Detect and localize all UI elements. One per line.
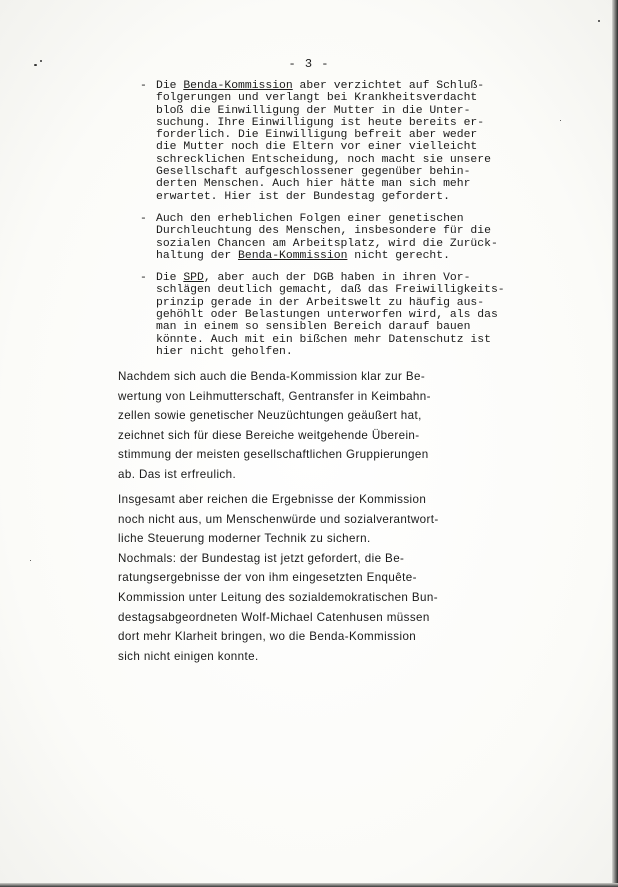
- text-line: [156, 284, 510, 296]
- bullet-text: [156, 272, 510, 358]
- text-segment: , aber auch der DGB haben in ihren Vor-: [203, 272, 471, 285]
- text-line: [156, 213, 510, 225]
- text-line: [156, 105, 510, 117]
- text-segment: die Mutter noch die Eltern vor einer vielleicht: [156, 141, 478, 154]
- text-segment: prinzip gerade in der Arbeitswelt zu häufig aus-: [156, 296, 485, 309]
- text-line: sich nicht einigen konnte.: [118, 649, 259, 663]
- text-line: [156, 334, 510, 346]
- text-segment: derten Menschen. Auch hier hätte man sich mehr: [156, 178, 471, 191]
- text-line: Kommission unter Leitung des sozialdemokratischen Bun-: [118, 590, 438, 604]
- paragraph-conclusion: [118, 490, 518, 666]
- text-line: [156, 178, 510, 190]
- text-segment: könnte. Auch mit ein bißchen mehr Datenschutz ist: [156, 333, 491, 346]
- text-line: noch nicht aus, um Menschenwürde und sozialverantwort-: [118, 512, 439, 526]
- text-line: stimmung der meisten gesellschaftlichen Gruppierungen: [118, 448, 429, 462]
- text-line: [156, 154, 510, 166]
- text-line: [156, 92, 510, 104]
- bullet-dash: -: [140, 272, 147, 285]
- text-segment: haltung der: [156, 249, 239, 262]
- text-segment: schrecklichen Entscheidung, noch macht sie unsere: [156, 153, 491, 166]
- text-segment: Die: [156, 272, 184, 285]
- text-segment: Durchleuchtung des Menschen, insbesondere für die: [156, 225, 491, 238]
- page-number: - 3 -: [288, 57, 330, 71]
- underlined-term: Benda-Kommission: [183, 80, 293, 92]
- scan-speck: [560, 120, 561, 121]
- bullet-dash: -: [140, 80, 147, 92]
- text-line: [156, 272, 510, 284]
- text-segment: erwartet. Hier ist der Bundestag gefordert.: [156, 190, 450, 203]
- text-line: [156, 141, 510, 153]
- text-line: [156, 238, 510, 250]
- text-line: [156, 166, 510, 178]
- text-segment: suchung. Ihre Einwilligung ist heute bereits er-: [156, 116, 485, 129]
- text-line: [156, 297, 510, 309]
- text-segment: gehöhlt oder Belastungen unterworfen wird, als das: [156, 309, 498, 322]
- text-line: dort mehr Klarheit bringen, wo die Benda-Kommission: [118, 630, 417, 644]
- text-line: ab. Das ist erfreulich.: [118, 467, 237, 481]
- text-line: [156, 191, 510, 203]
- text-segment: schlägen deutlich gemacht, daß das Freiwilligkeits-: [156, 284, 505, 297]
- text-segment: nicht gerecht.: [347, 249, 450, 262]
- text-line: zellen sowie genetischer Neuzüchtungen geäußert hat,: [118, 409, 422, 423]
- text-line: Nachdem sich auch die Benda-Kommission klar zur Be-: [118, 370, 426, 383]
- text-segment: Auch den erheblichen Folgen einer genetischen: [156, 212, 464, 225]
- text-segment: Gesellschaft aufgeschlossener gegenüber behin-: [156, 166, 471, 179]
- underlined-term: Benda-Kommission: [238, 249, 348, 262]
- text-line: Insgesamt aber reichen die Ergebnisse der Kommission: [118, 493, 427, 506]
- bullet-text: [156, 80, 510, 203]
- text-line: ratungsergebnisse der von ihm eingesetzten Enquête-: [118, 571, 417, 585]
- text-segment: Die: [156, 80, 184, 92]
- text-line: Nochmals: der Bundestag ist jetzt gefordert, die Be-: [118, 551, 405, 565]
- scan-edge-bottom: [0, 883, 618, 887]
- bullet-list: [140, 80, 510, 368]
- text-segment: sozialen Chancen am Arbeitsplatz, wird die Zurück-: [156, 237, 498, 250]
- bullet-dash: -: [140, 212, 147, 225]
- text-line: [156, 346, 510, 358]
- text-segment: bloß die Einwilligung der Mutter in die Unter-: [156, 104, 471, 117]
- bullet-item: [140, 80, 510, 203]
- paragraph-agreement: [118, 367, 518, 485]
- underlined-term: SPD: [183, 272, 204, 285]
- scan-speck: [598, 20, 600, 22]
- text-line: [156, 309, 510, 321]
- text-line: [156, 250, 510, 262]
- text-line: [156, 80, 510, 92]
- bullet-text: [156, 213, 510, 262]
- text-segment: man in einem so sensiblen Bereich darauf bauen: [156, 321, 471, 334]
- text-segment: folgerungen und verlangt bei Krankheitsverdacht: [156, 92, 478, 105]
- text-line: zeichnet sich für diese Bereiche weitgehende Überein-: [118, 428, 420, 442]
- bullet-item: [140, 272, 510, 358]
- text-segment: aber verzichtet auf Schluß-: [292, 80, 485, 92]
- text-line: [156, 321, 510, 333]
- text-line: [156, 225, 510, 237]
- text-line: wertung von Leihmutterschaft, Gentransfer in Keimbahn-: [118, 389, 431, 403]
- scan-edge-right: [612, 0, 618, 887]
- text-line: [156, 117, 510, 129]
- text-segment: forderlich. Die Einwilligung befreit aber weder: [156, 129, 478, 142]
- text-line: [156, 129, 510, 141]
- text-segment: hier nicht geholfen.: [156, 345, 293, 358]
- text-line: liche Steuerung moderner Technik zu sichern.: [118, 532, 371, 546]
- scan-speck: [30, 560, 31, 561]
- bullet-item: [140, 213, 510, 262]
- text-line: destagsabgeordneten Wolf-Michael Catenhusen müssen: [118, 610, 430, 624]
